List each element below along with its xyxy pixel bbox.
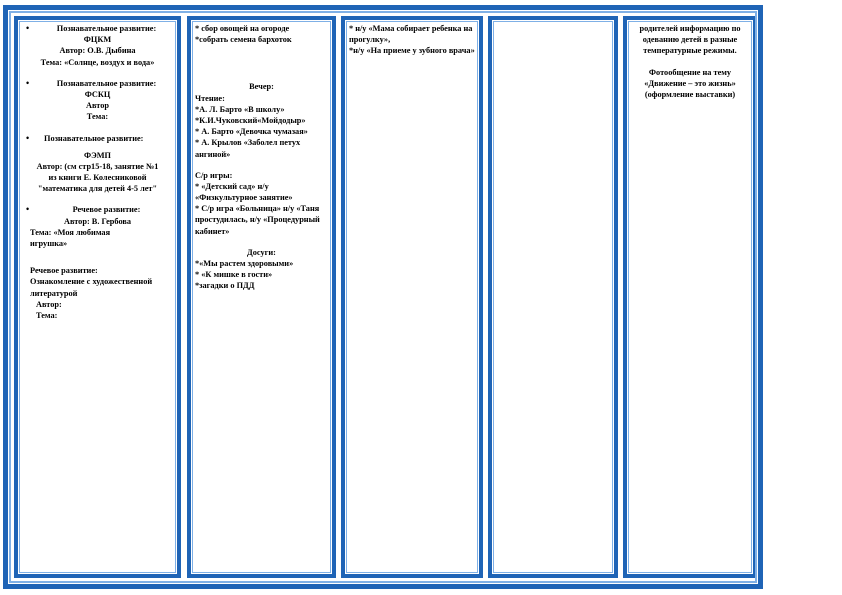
list-item: * А. Барто «Девочка чумазая»	[195, 127, 308, 137]
topic-line: Тема:	[86, 112, 109, 122]
list-item: * А. Крылов «Заболел петух ангиной»	[195, 138, 301, 159]
column-empty	[488, 16, 618, 578]
list-item: • Речевое развитие:	[22, 204, 173, 215]
text-paragraph: родителей информацию по одеванию детей в разные температурные режимы.	[639, 24, 741, 56]
text-paragraph: Фотообщение на тему «Движение – это жизнь» (оформление выставки)	[644, 67, 736, 99]
author-line: Автор:	[36, 299, 62, 309]
section-sub: ФЭМП	[83, 150, 112, 160]
column-education-activities	[14, 16, 181, 578]
column-individual-work	[341, 16, 483, 578]
section-head: Досуги:	[247, 247, 276, 257]
section-sub: ФЦКМ	[83, 35, 112, 45]
list-item: • Познавательное развитие:	[22, 78, 173, 89]
list-item: • Познавательное развитие:	[22, 23, 173, 34]
list-item: *загадки о ПДД	[195, 281, 255, 291]
section-head: Чтение:	[195, 93, 225, 103]
author-line: Автор: (см стр15-18, занятие №1 из книги Е. Колесниковой "математика для детей 4-5 лет"	[36, 161, 159, 194]
section-head: Речевое развитие:	[30, 266, 98, 276]
section-sub: ФСКЦ	[84, 89, 111, 99]
list-item: *н/у «На приеме у зубного врача»	[349, 46, 475, 56]
section-head: С/р игры:	[195, 170, 233, 180]
list-item: * н/у «Мама собирает ребенка на прогулку»,	[349, 24, 473, 45]
list-item: * С/р игра «Больница» н/у «Таня простудилась, н/у «Процедурный кабинет»	[195, 204, 320, 236]
list-item: * «Детский сад» н/у «Физкультурное занятие»	[195, 181, 293, 203]
section-head: Вечер:	[249, 82, 274, 92]
list-item: *К.И.Чуковский«Мойдодыр»	[195, 115, 306, 125]
section-sub: Ознакомление с художественной литературой	[30, 277, 153, 298]
topic-line: Тема: «Моя любимая игрушка»	[30, 227, 111, 248]
topic-line: Тема: «Солнце, воздух и вода»	[40, 57, 155, 67]
list-item: *«Мы растем здоровыми»	[195, 259, 294, 268]
column-parents	[623, 16, 757, 578]
text-line: * сбор овощей на огороде	[195, 24, 290, 33]
author-line: Автор: О.В. Дыбина	[59, 46, 136, 56]
column-walk-evening	[187, 16, 336, 578]
author-line: Автор	[86, 101, 109, 111]
topic-line: Тема:	[36, 310, 58, 320]
page-frame	[3, 5, 763, 589]
text-line: *собрать семена бархоток	[195, 35, 292, 45]
list-item: • Познавательное развитие:	[22, 133, 173, 144]
author-line: Автор: В. Гербова	[63, 216, 132, 226]
list-item: *А. Л. Барто «В школу»	[195, 104, 285, 114]
list-item: * «К мишке в гости»	[195, 270, 273, 280]
